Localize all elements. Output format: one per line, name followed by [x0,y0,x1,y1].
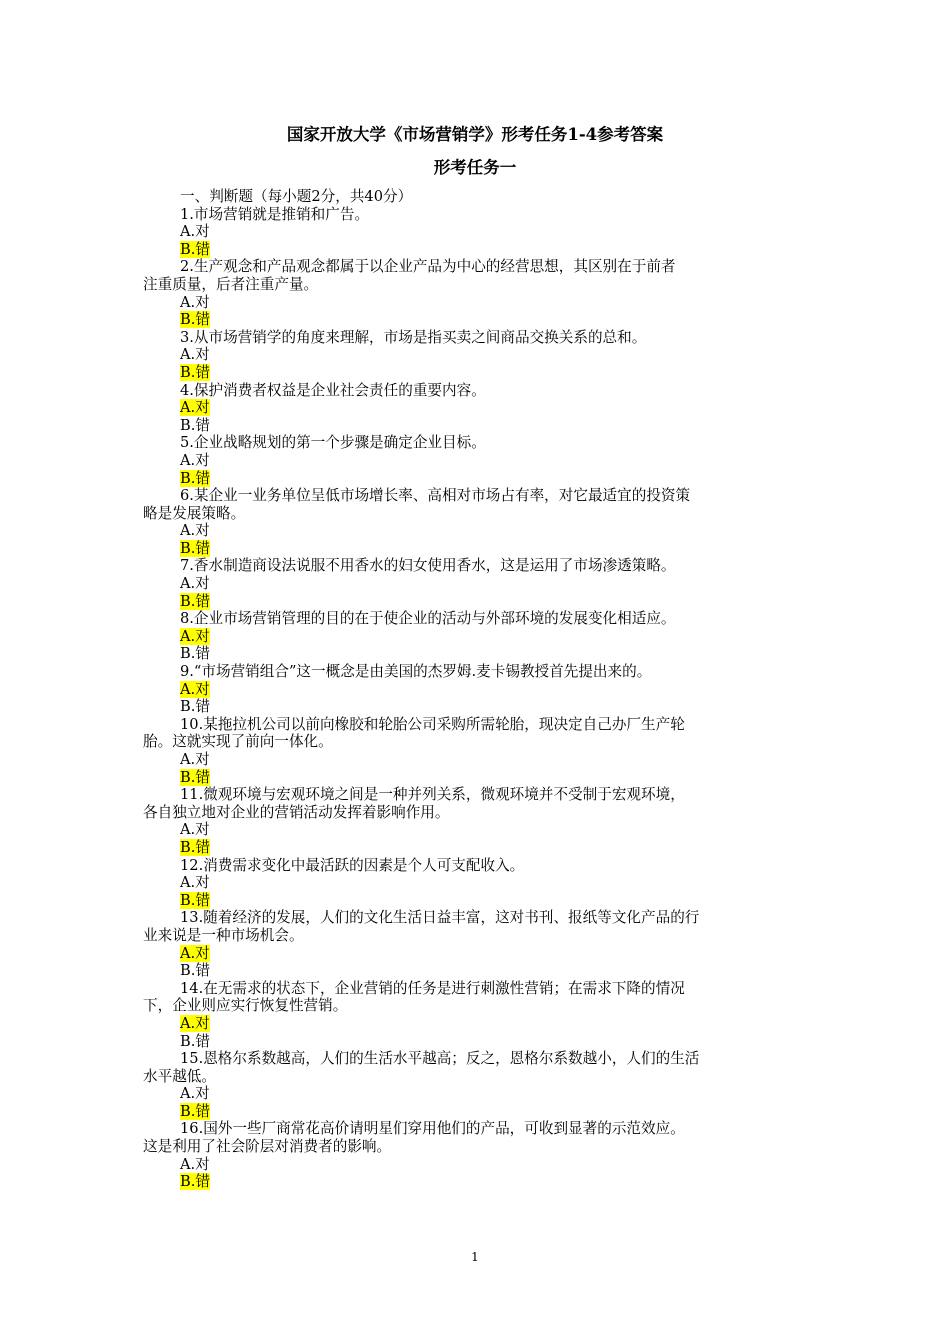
answer-option [143,645,815,663]
section-title: 形考任务一 [433,158,517,177]
question-text-line: 略是发展策略。 [143,504,246,522]
question-item [143,663,815,716]
answer-option-correct [143,364,815,382]
question-item [143,487,815,557]
question-text-line: 4.保护消费者权益是企业社会责任的重要内容。 [180,381,486,399]
question-text-line: 胎。这就实现了前向一体化。 [143,733,333,751]
answer-option-correct [143,1015,815,1033]
answer-option-correct [143,945,815,963]
answer-option-correct [143,593,815,611]
question-item [143,557,815,610]
option-label: B.错 [180,1173,210,1191]
question-item [143,610,815,663]
question-item [143,382,815,435]
answer-option-correct [143,311,815,329]
question-item [143,1050,815,1120]
answer-option-correct [143,1103,815,1121]
option-label: B.错 [180,962,210,980]
answer-option [143,1156,815,1174]
answer-option [143,575,815,593]
option-label: B.错 [180,768,210,786]
question-text-line: 业来说是一种市场机会。 [143,926,304,944]
answer-option-correct [143,399,815,417]
answer-option [143,294,815,312]
option-label: A.对 [180,346,210,364]
option-label: B.错 [180,645,210,663]
question-text-line: 1.市场营销就是推销和广告。 [180,205,370,223]
question-text-line: 各自独立地对企业的营销活动发挥着影响作用。 [143,803,450,821]
option-label: A.对 [180,821,210,839]
answer-option [143,751,815,769]
question-item [143,909,815,979]
answer-option-correct [143,839,815,857]
option-label: B.错 [180,539,210,557]
option-label: B.错 [180,469,210,487]
answer-option [143,698,815,716]
answer-option [143,346,815,364]
question-text-line: 注重质量，后者注重产量。 [143,275,319,293]
document-title: 国家开放大学《市场营销学》形考任务1-4参考答案 [286,125,664,144]
option-label: A.对 [180,680,210,698]
question-text-line: 8.企业市场营销管理的目的在于使企业的活动与外部环境的发展变化相适应。 [180,610,676,628]
answer-option [143,223,815,241]
question-item [143,258,815,328]
answer-option [143,1033,815,1051]
answer-option [143,522,815,540]
option-label: A.对 [180,575,210,593]
answer-option [143,417,815,435]
question-text-line: 9.“市场营销组合”这一概念是由美国的杰罗姆.麦卡锡教授首先提出来的。 [180,663,652,681]
question-text-line: 5.企业战略规划的第一个步骤是确定企业目标。 [180,434,486,452]
question-text-line: 15.恩格尔系数越高，人们的生活水平越高；反之，恩格尔系数越小，人们的生活 [180,1050,700,1068]
page-number: 1 [471,1250,479,1264]
section-heading: 一、判断题（每小题2分，共40分） [180,188,413,205]
question-item [143,980,815,1050]
question-text-line: 3.从市场营销学的角度来理解，市场是指买卖之间商品交换关系的总和。 [180,328,647,346]
option-label: A.对 [180,751,210,768]
question-text-line: 水平越低。 [143,1067,216,1085]
option-label: B.错 [180,891,210,909]
question-text-line: 6.某企业一业务单位呈低市场增长率、高相对市场占有率，对它最适宜的投资策 [180,487,691,505]
option-label: A.对 [180,223,210,241]
question-text-line: 7.香水制造商设法说服不用香水的妇女使用香水，这是运用了市场渗透策略。 [180,557,676,575]
question-item [143,206,815,259]
question-text-line: 10.某拖拉机公司以前向橡胶和轮胎公司采购所需轮胎，现决定自己办厂生产轮 [180,715,685,733]
question-item [143,716,815,786]
question-text-line: 2.生产观念和产品观念都属于以企业产品为中心的经营思想，其区别在于前者 [180,258,676,276]
option-label: B.错 [180,363,210,381]
answer-option-correct [143,892,815,910]
option-label: B.错 [180,592,210,610]
question-item [143,857,815,910]
question-item [143,786,815,856]
answer-option [143,821,815,839]
question-text-line: 12.消费需求变化中最活跃的因素是个人可支配收入。 [180,856,525,874]
option-label: A.对 [180,451,210,469]
question-item [143,434,815,487]
option-label: A.对 [180,627,210,645]
answer-option [143,1085,815,1103]
answer-option-correct [143,769,815,787]
option-label: A.对 [180,1014,210,1032]
option-label: A.对 [180,874,210,892]
option-label: B.错 [180,838,210,856]
option-label: B.错 [180,1032,210,1050]
answer-option-correct [143,470,815,488]
option-label: B.错 [180,311,210,329]
option-label: B.错 [180,240,210,258]
question-text-line: 这是利用了社会阶层对消费者的影响。 [143,1138,392,1156]
answer-option-correct [143,681,815,699]
option-label: A.对 [180,293,210,311]
question-text-line: 16.国外一些厂商常花高价请明星们穿用他们的产品，可收到显著的示范效应。 [180,1120,685,1138]
option-label: B.错 [180,698,210,716]
answer-option [143,452,815,470]
question-text-line: 14.在无需求的状态下，企业营销的任务是进行刺激性营销；在需求下降的情况 [180,979,685,997]
answer-option-correct [143,628,815,646]
answer-option [143,874,815,892]
option-label: A.对 [180,522,210,540]
option-label: A.对 [180,1085,210,1103]
option-label: A.对 [180,399,210,417]
answer-option-correct [143,241,815,259]
question-text-line: 下，企业则应实行恢复性营销。 [143,997,348,1015]
answer-option-correct [143,540,815,558]
option-label: B.错 [180,416,210,434]
option-label: A.对 [180,1155,210,1173]
option-label: B.错 [180,1102,210,1120]
question-item [143,1120,815,1190]
question-list [143,188,815,1191]
answer-option-correct [143,1173,815,1191]
option-label: A.对 [180,944,210,962]
question-text-line: 11.微观环境与宏观环境之间是一种并列关系，微观环境并不受制于宏观环境， [180,786,685,804]
question-text-line: 13.随着经济的发展，人们的文化生活日益丰富，这对书刊、报纸等文化产品的行 [180,909,700,927]
question-item [143,329,815,382]
answer-option [143,962,815,980]
